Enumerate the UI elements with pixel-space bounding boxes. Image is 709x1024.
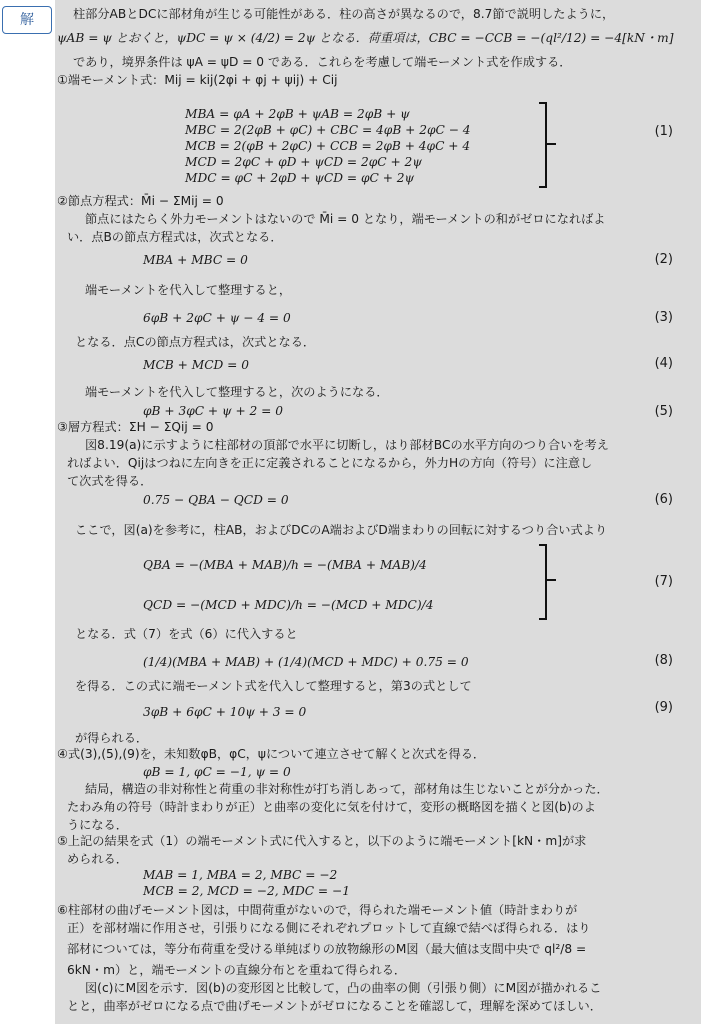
equation-line: MDC = φC + 2φD + ψCD = φC + 2ψ (185, 171, 415, 185)
section-heading: ③層方程式：ΣH − ΣQij = 0 (57, 420, 214, 434)
equation-number: (1) (654, 124, 673, 139)
equation-number: (9) (654, 700, 673, 715)
equation-line: MCB = 2, MCD = −2, MDC = −1 (143, 884, 350, 898)
paragraph-line: い．点Bの節点方程式は，次式となる． (67, 230, 283, 244)
paragraph-line: 6kN・m）と，端モーメントの直線分布とを重ねて得られる． (67, 963, 407, 977)
equation-number: (8) (654, 653, 673, 668)
paragraph-line: を得る．この式に端モーメント式を代入して整理すると，第3の式として (75, 679, 472, 693)
answer-badge: 解 (2, 6, 52, 34)
paragraph-line: ればよい．Qijはつねに左向きを正に定義されることになるから，外力Hの方向（符号）に注意し (67, 456, 593, 470)
paragraph-line: となる．式（7）を式（6）に代入すると (75, 627, 298, 641)
paragraph-line: とと，曲率がゼロになる点で曲げモーメントがゼロになることを確認して，理解を深めてほしい． (67, 999, 602, 1013)
paragraph-line: となる．点Cの節点方程式は，次式となる． (75, 335, 316, 349)
equation-line: MBA = φA + 2φB + ψAB = 2φB + ψ (185, 107, 410, 121)
paragraph-line: 柱部分ABとDCに部材角が生じる可能性がある．柱の高さが異なるので，8.7節で説明したように， (73, 7, 615, 21)
equation-line: 6φB + 2φC + ψ − 4 = 0 (143, 311, 291, 325)
equation-brace-tip (547, 579, 556, 581)
equation-line: QCD = −(MCD + MDC)/h = −(MCD + MDC)/4 (143, 598, 434, 612)
paragraph-line: て次式を得る． (67, 474, 153, 488)
equation-line: QBA = −(MBA + MAB)/h = −(MBA + MAB)/4 (143, 558, 427, 572)
equation-line: MAB = 1, MBA = 2, MBC = −2 (143, 868, 338, 882)
section-heading: ②節点方程式：M̄i − ΣMij = 0 (57, 194, 224, 208)
section-heading: ⑤上記の結果を式（1）の端モーメント式に代入すると，以下のように端モーメント[kN・m]が求 (57, 834, 587, 848)
equation-line: φB = 1, φC = −1, ψ = 0 (143, 765, 291, 779)
equation-number: (3) (654, 310, 673, 325)
equation-brace-tip (547, 143, 556, 145)
section-heading: ①端モーメント式：Mij = kij(2φi + φj + ψij) + Cij (57, 73, 338, 87)
paragraph-line: 節点にはたらく外力モーメントはないので M̄i = 0 となり，端モーメントの和がゼロになればよ (85, 212, 606, 226)
paragraph-line: ψAB = ψ とおくと，ψDC = ψ × (4/2) = 2ψ となる．荷重項は，CBC = −CCB = −(ql²/12) = −4[kN・m] (57, 31, 674, 45)
equation-line: MBA + MBC = 0 (143, 253, 248, 267)
paragraph-line: 端モーメントを代入して整理すると， (85, 283, 292, 297)
equation-line: 0.75 − QBA − QCD = 0 (143, 493, 289, 507)
paragraph-line: 結局，構造の非対称性と荷重の非対称性が打ち消しあって，部材角は生じないことが分かった． (85, 782, 609, 796)
solution-text (55, 0, 701, 1024)
equation-number: (5) (654, 404, 673, 419)
equation-number: (4) (654, 356, 673, 371)
equation-number: (7) (654, 574, 673, 589)
equation-line: MCB + MCD = 0 (143, 358, 250, 372)
section-heading: ⑥柱部材の曲げモーメント図は，中間荷重がないので，得られた端モーメント値（時計まわりが (57, 903, 578, 917)
paragraph-line: であり，境界条件は ψA = ψD = 0 である．これらを考慮して端モーメント式を作成する． (73, 55, 572, 69)
equation-line: MCB = 2(φB + 2φC) + CCB = 2φB + 4φC + 4 (185, 139, 471, 153)
equation-number: (2) (654, 252, 673, 267)
paragraph-line: められる． (67, 852, 128, 866)
equation-number: (6) (654, 492, 673, 507)
paragraph-line: 図8.19(a)に示すように柱部材の頂部で水平に切断し，はり部材BCの水平方向のつり合いを考え (85, 438, 609, 452)
paragraph-line: たわみ角の符号（時計まわりが正）と曲率の変化に気を付けて，変形の概略図を描くと図(b)のよ (67, 800, 596, 814)
equation-line: MCD = 2φC + φD + ψCD = 2φC + 2ψ (185, 155, 422, 169)
paragraph-line: 端モーメントを代入して整理すると，次のようになる． (85, 385, 389, 399)
equation-line: φB + 3φC + ψ + 2 = 0 (143, 404, 284, 418)
section-heading: ④式(3),(5),(9)を，未知数φB，φC，ψについて連立させて解くと次式を得る． (57, 747, 486, 761)
equation-line: MBC = 2(2φB + φC) + CBC = 4φB + 2φC − 4 (185, 123, 471, 137)
equation-line: 3φB + 6φC + 10ψ + 3 = 0 (143, 705, 307, 719)
paragraph-line: 部材については，等分布荷重を受ける単純ばりの放物線形のM図（最大値は支間中央で ql²/8 = (67, 942, 587, 956)
equation-line: (1/4)(MBA + MAB) + (1/4)(MCD + MDC) + 0.75 = 0 (143, 655, 469, 669)
paragraph-line: うになる． (67, 818, 128, 832)
paragraph-line: 正）を部材端に作用させ，引張りになる側にそれぞれプロットして直線で結べば得られる．はり (67, 921, 591, 935)
paragraph-line: が得られる． (75, 731, 149, 745)
equation-brace (539, 544, 547, 620)
equation-brace (539, 102, 547, 188)
paragraph-line: 図(c)にM図を示す．図(b)の変形図と比較して，凸の曲率の側（引張り側）にM図が描かれるこ (85, 981, 602, 995)
paragraph-line: ここで，図(a)を参考に，柱AB，およびDCのA端およびD端まわりの回転に対するつり合い式より (75, 523, 608, 537)
